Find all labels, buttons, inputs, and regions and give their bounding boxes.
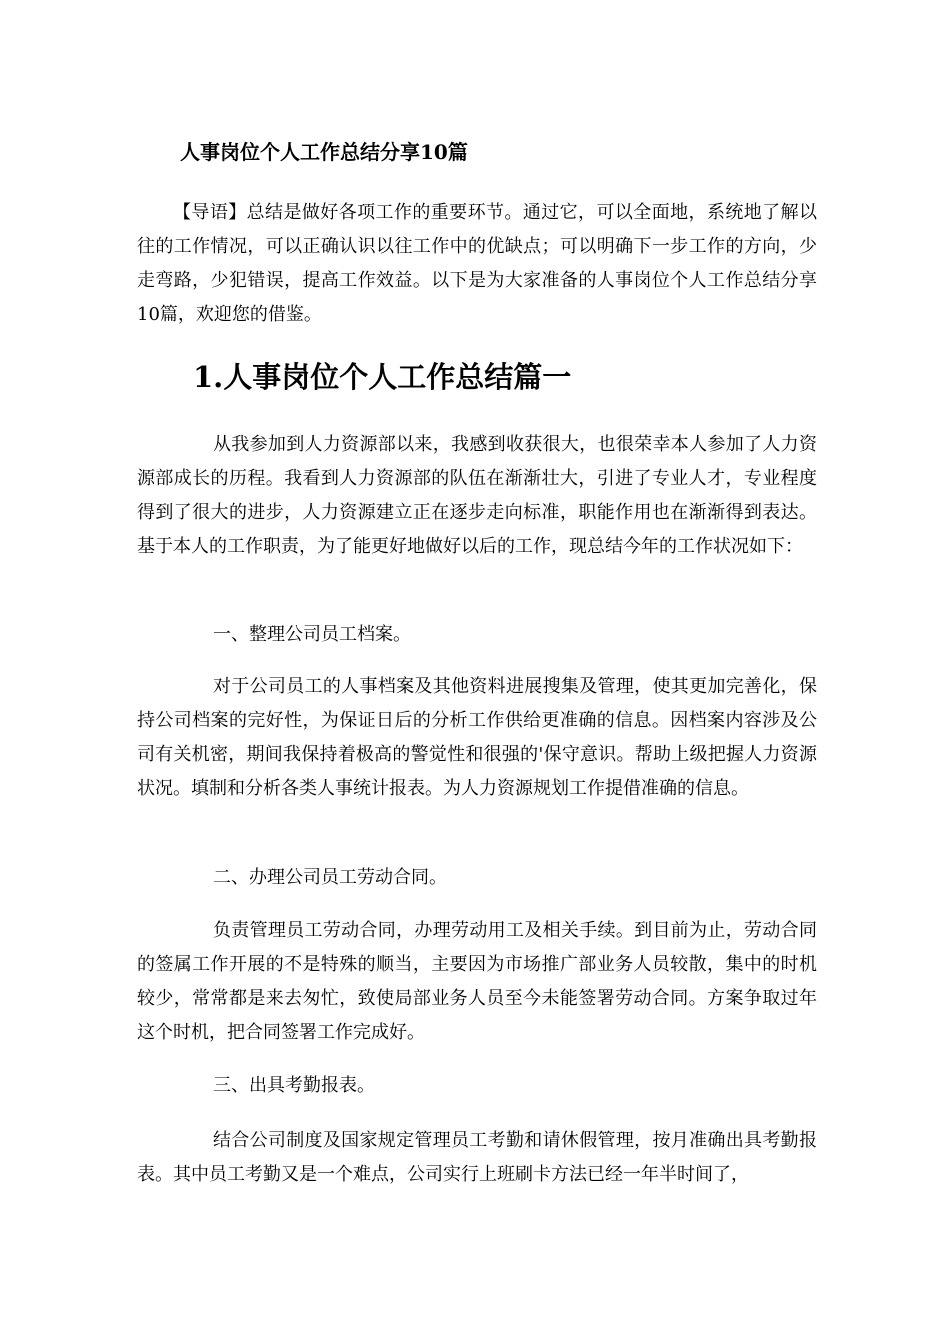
intro-paragraph: 【导语】总结是做好各项工作的重要环节。通过它，可以全面地，系统地了解以往的工作情况，可以正确认识以往工作中的优缺点；可以明确下一步工作的方向，少走弯路，少犯错误，提高工作效益。以下是为大家准备的人事岗位个人工作总结分享10篇，欢迎您的借鉴。 [137, 202, 817, 325]
item-heading-archives: 一、整理公司员工档案。 [213, 624, 411, 645]
item-paragraph-archives: 对于公司员工的人事档案及其他资料进展搜集及管理，使其更加完善化，保持公司档案的完好性，为保证日后的分析工作供给更准确的信息。因档案内容涉及公司有关机密，期间我保持着极高的警觉性和很强的'保守意识。帮助上级把握人力资源状况。填制和分析各类人事统计报表。为人力资源规划工作提借准确的信息。 [137, 676, 817, 799]
item-paragraph-contracts: 负责管理员工劳动合同，办理劳动用工及相关手续。到目前为止，劳动合同的签属工作开展的不是特殊的顺当，主要因为市场推广部业务人员较散，集中的时机较少，常常都是来去匆忙，致使局部业务人员至今未能签署劳动合同。方案争取过年这个时机，把合同签署工作完成好。 [137, 920, 817, 1043]
item-paragraph-attendance: 结合公司制度及国家规定管理员工考勤和请休假管理，按月准确出具考勤报表。其中员工考勤又是一个难点，公司实行上班刷卡方法已经一年半时间了， [137, 1130, 817, 1185]
item-heading-attendance: 三、出具考勤报表。 [213, 1075, 375, 1096]
opening-paragraph: 从我参加到人力资源部以来，我感到收获很大，也很荣幸本人参加了人力资源部成长的历程。我看到人力资源部的队伍在渐渐壮大，引进了专业人才，专业程度得到了很大的进步，人力资源建立正在逐步走向标准，职能作用也在渐渐得到表达。基于本人的工作职责，为了能更好地做好以后的工作，现总结今年的工作状况如下： [137, 434, 817, 557]
section-heading: 1.人事岗位个人工作总结篇一 [193, 360, 572, 394]
item-heading-contracts: 二、办理公司员工劳动合同。 [213, 867, 447, 888]
document-title: 人事岗位个人工作总结分享10篇 [180, 140, 468, 164]
